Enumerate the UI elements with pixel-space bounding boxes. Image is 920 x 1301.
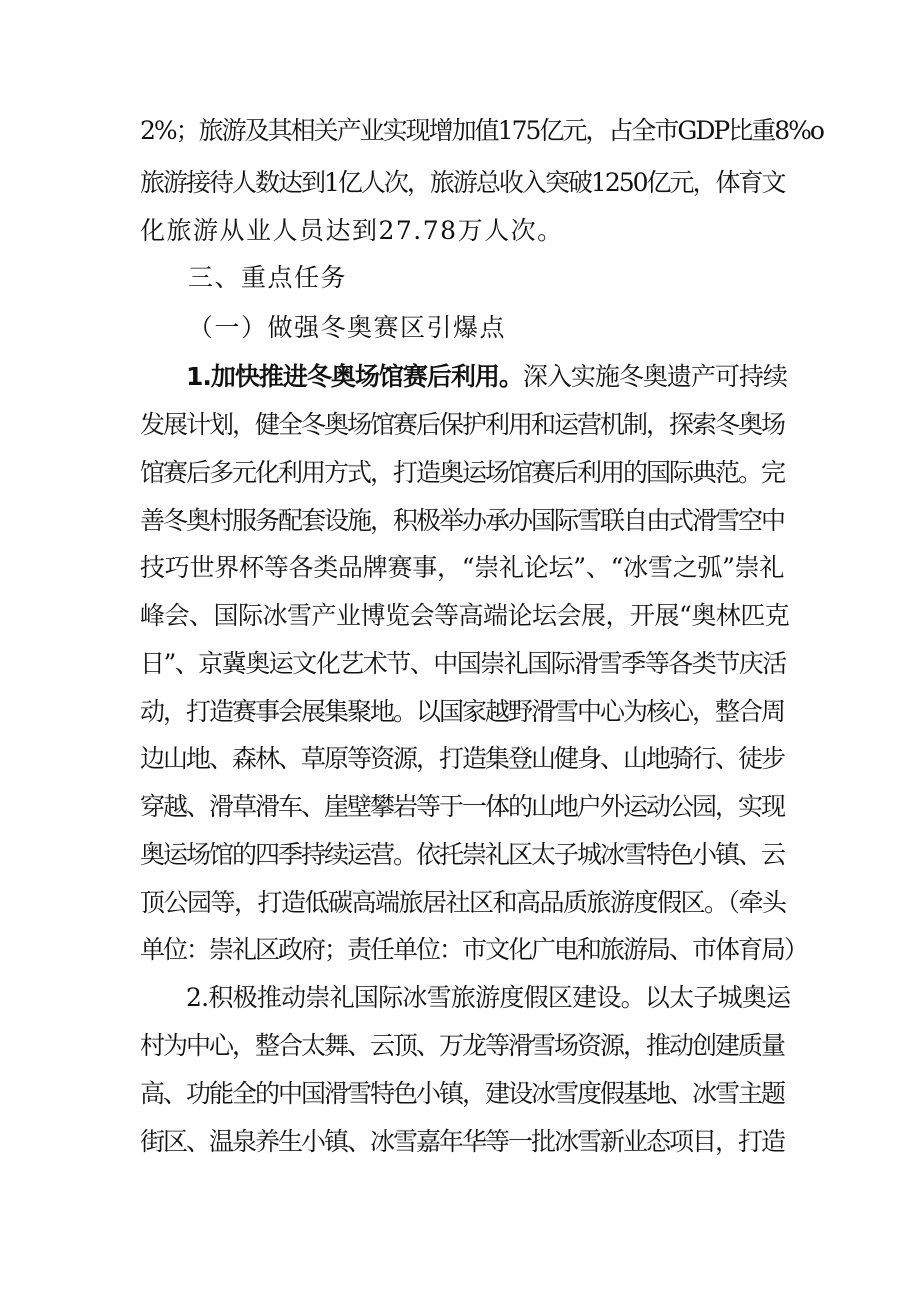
item-1-title: 1.加快推进冬奥场馆赛后利用。 [186, 362, 523, 391]
paragraph-line: 动，打造赛事会展集聚地。以国家越野滑雪中心为核心，整合周 [140, 697, 785, 726]
paragraph-line: 村为中心，整合太舞、云顶、万龙等滑雪场资源，推动创建质量 [140, 1031, 785, 1060]
paragraph-line: 边山地、森林、草原等资源，打造集登山健身、山地骑行、徒步 [140, 744, 785, 773]
item-2-line: 2.积极推动崇礼国际冰雪旅游度假区建设。以太子城奥运 [186, 983, 791, 1012]
subsection-heading: （一）做强冬奥赛区引爆点 [188, 313, 507, 342]
paragraph-line: 高、功能全的中国滑雪特色小镇，建设冰雪度假基地、冰雪主题 [140, 1079, 785, 1108]
paragraph-line: 日”、京冀奥运文化艺术节、中国崇礼国际滑雪季等各类节庆活 [140, 649, 786, 678]
paragraph-line: 顶公园等，打造低碳高端旅居社区和高品质旅游度假区。（牵头 [140, 888, 786, 917]
item-1-line [186, 362, 787, 392]
paragraph-line: 穿越、滑草滑车、崖壁攀岩等于一体的山地户外运动公园，实现 [140, 792, 785, 821]
paragraph-line: 单位：崇礼区政府；责任单位：市文化广电和旅游局、市体育局） [140, 935, 808, 964]
item-1-text: 深入实施冬奥遗产可持续 [522, 362, 787, 391]
paragraph-line: 发展计划，健全冬奥场馆赛后保护利用和运营机制，探索冬奥场 [140, 410, 785, 439]
paragraph-line: 旅游接待人数达到1亿人次，旅游总收入突破1250亿元，体育文 [140, 168, 785, 197]
paragraph-line: 化旅游从业人员达到27.78万人次。 [140, 216, 564, 245]
paragraph-line: 2%；旅游及其相关产业实现增加值175亿元，占全市GDP比重8%o [140, 116, 823, 145]
paragraph-line: 街区、温泉养生小镇、冰雪嘉年华等一批冰雪新业态项目，打造 [140, 1127, 785, 1156]
paragraph-line: 技巧世界杯等各类品牌赛事，“崇礼论坛”、“冰雪之弧”崇礼 [140, 553, 785, 582]
paragraph-line: 馆赛后多元化利用方式，打造奥运场馆赛后利用的国际典范。完 [140, 458, 785, 487]
paragraph-line: 峰会、国际冰雪产业博览会等高端论坛会展，开展“奥林匹克 [140, 601, 790, 630]
paragraph-line: 善冬奥村服务配套设施，积极举办承办国际雪联自由式滑雪空中 [140, 506, 785, 535]
section-heading: 三、重点任务 [188, 263, 348, 292]
paragraph-line: 奥运场馆的四季持续运营。依托崇礼区太子城冰雪特色小镇、云 [140, 840, 785, 869]
